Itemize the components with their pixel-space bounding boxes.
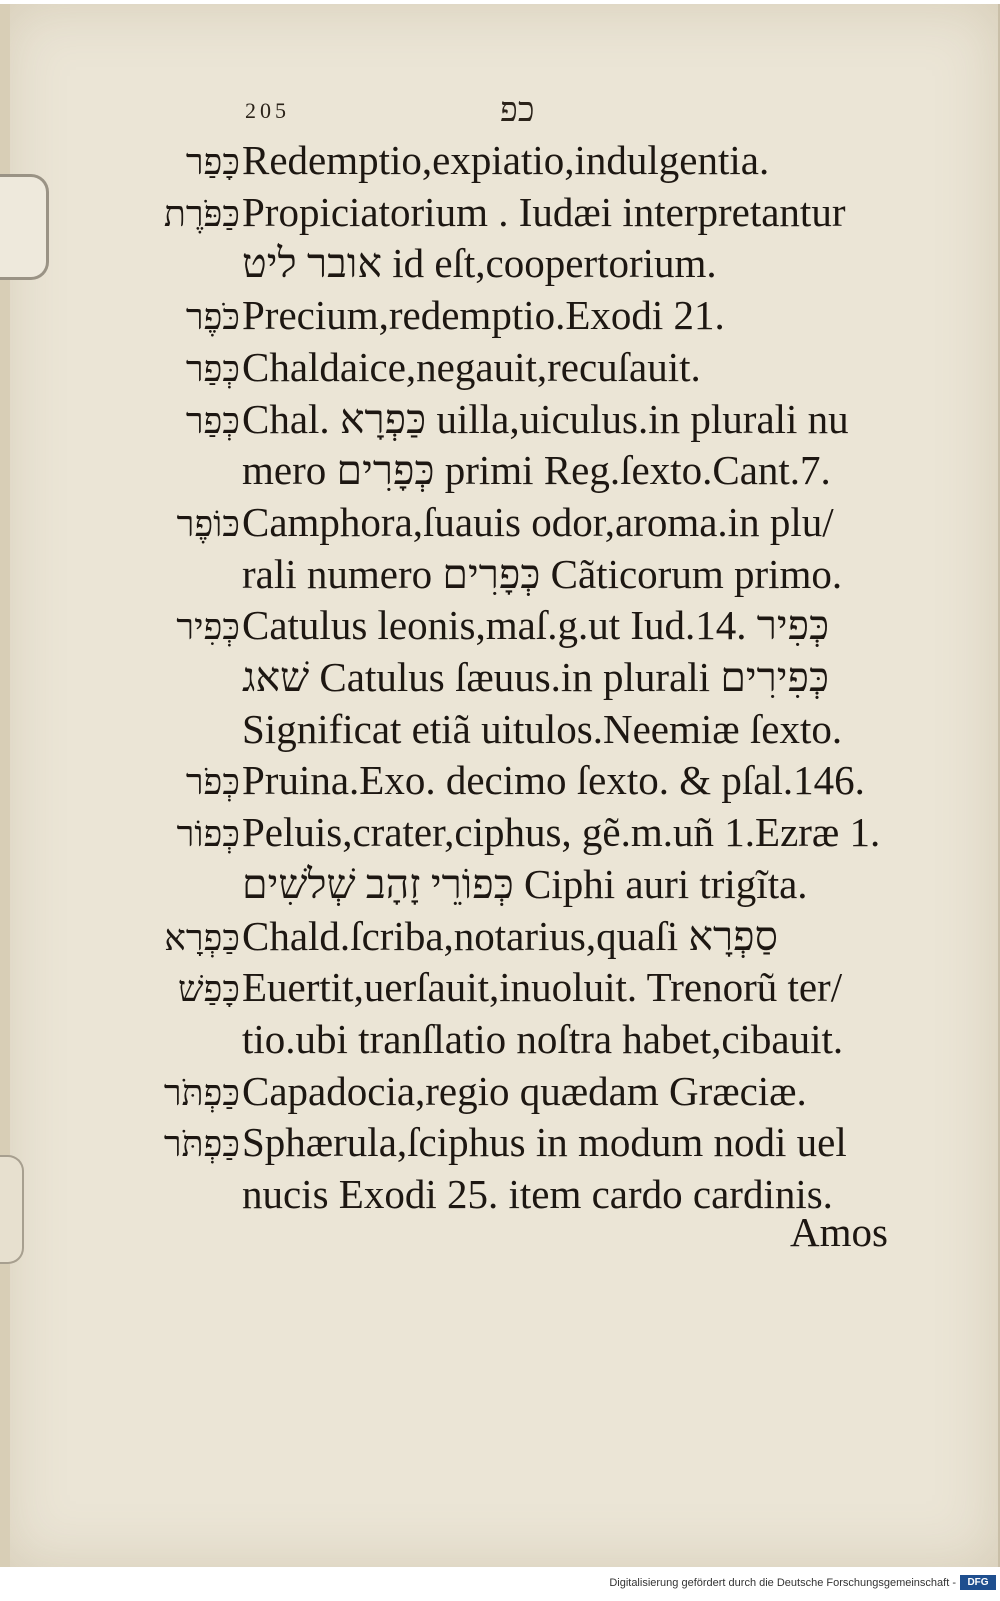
running-head: כפ: [500, 92, 535, 129]
folio-number: 205: [245, 98, 290, 123]
entry-line: Significat etiã uitulos.Neemiæ ſexto.: [242, 706, 843, 752]
entry-line: שׁאג Catulus ſæuus.in plurali כְּפִירִים: [242, 654, 830, 700]
entry-line: nucis Exodi 25. item cardo cardinis.: [242, 1171, 833, 1217]
headword-hebrew: כְּפִיר: [176, 607, 240, 647]
entry-line: Redemptio,expiatio,indulgentia.: [242, 137, 770, 183]
entry-line: כְּפוֹרֵי זָהָב שְׁלשִׁים Ciphi auri trigĩta.: [242, 861, 808, 907]
entry-line: mero כְּפָרִים primi Reg.ſexto.Cant.7.: [242, 447, 831, 493]
headword-hebrew: כַּפְתֹּר: [163, 1073, 240, 1113]
headword-hebrew: כְּפַר: [185, 349, 240, 389]
entry-line: Capadocia,regio quædam Græciæ.: [242, 1068, 807, 1114]
headword-hebrew: כַּפְתֹּר: [163, 1124, 240, 1164]
headword-hebrew: כְּפֹר: [185, 762, 240, 802]
clasp-top: [0, 174, 49, 280]
entry-line: Sphærula,ſciphus in modum nodi uel: [242, 1119, 847, 1165]
entry-line: Peluis,crater,ciphus, gẽ.m.uñ 1.Ezræ 1.: [242, 809, 881, 855]
headword-hebrew: כַּפֹּרֶת: [163, 194, 240, 234]
entry-line: Chal. כַּפְרָא uilla,uiculus.in plurali nu: [242, 396, 849, 442]
entry-line: rali numero כְּפָרִים Cãticorum primo.: [242, 551, 843, 597]
headword-hebrew: כְּפוֹר: [176, 814, 240, 854]
headword-hebrew: כָּפַר: [185, 142, 240, 182]
headword-hebrew: כָּפַשׁ: [178, 969, 240, 1009]
dfg-logo: DFG: [960, 1575, 996, 1590]
entry-line: Euertit,uerſauit,inuoluit. Trenorũ ter/: [242, 964, 843, 1010]
footer-credit: Digitalisierung gefördert durch die Deutsche Forschungsgemeinschaft -: [609, 1577, 956, 1589]
footer-bar: [0, 1571, 1000, 1601]
entry-line: tio.ubi tranſlatio noſtra habet,cibauit.: [242, 1016, 844, 1062]
entry-line: Camphora,ſuauis odor,aroma.in plu/: [242, 499, 834, 545]
headword-hebrew: כַּפְרָא: [164, 918, 240, 958]
headword-hebrew: כְּפַר: [185, 401, 240, 441]
headword-hebrew: כּוֹפֶר: [176, 504, 240, 544]
entry-line: Propiciatorium . Iudæi interpretantur: [242, 189, 846, 235]
entry-line: אובר ליט id eſt,coopertorium.: [242, 240, 717, 286]
entry-line: Chaldaice,negauit,recuſauit.: [242, 344, 701, 390]
entry-line: Catulus leonis,maſ.g.ut Iud.14. כְּפִיר: [242, 602, 830, 648]
catchword: Amos: [790, 1209, 888, 1255]
headword-hebrew: כֹּפֶר: [185, 297, 240, 337]
entry-line: Pruina.Exo. decimo ſexto. & pſal.146.: [242, 757, 865, 803]
entry-line: Precium,redemptio.Exodi 21.: [242, 292, 725, 338]
clasp-bottom: [0, 1155, 24, 1264]
entry-line: Chald.ſcriba,notarius,quaſi סַפְרָא: [242, 913, 778, 959]
